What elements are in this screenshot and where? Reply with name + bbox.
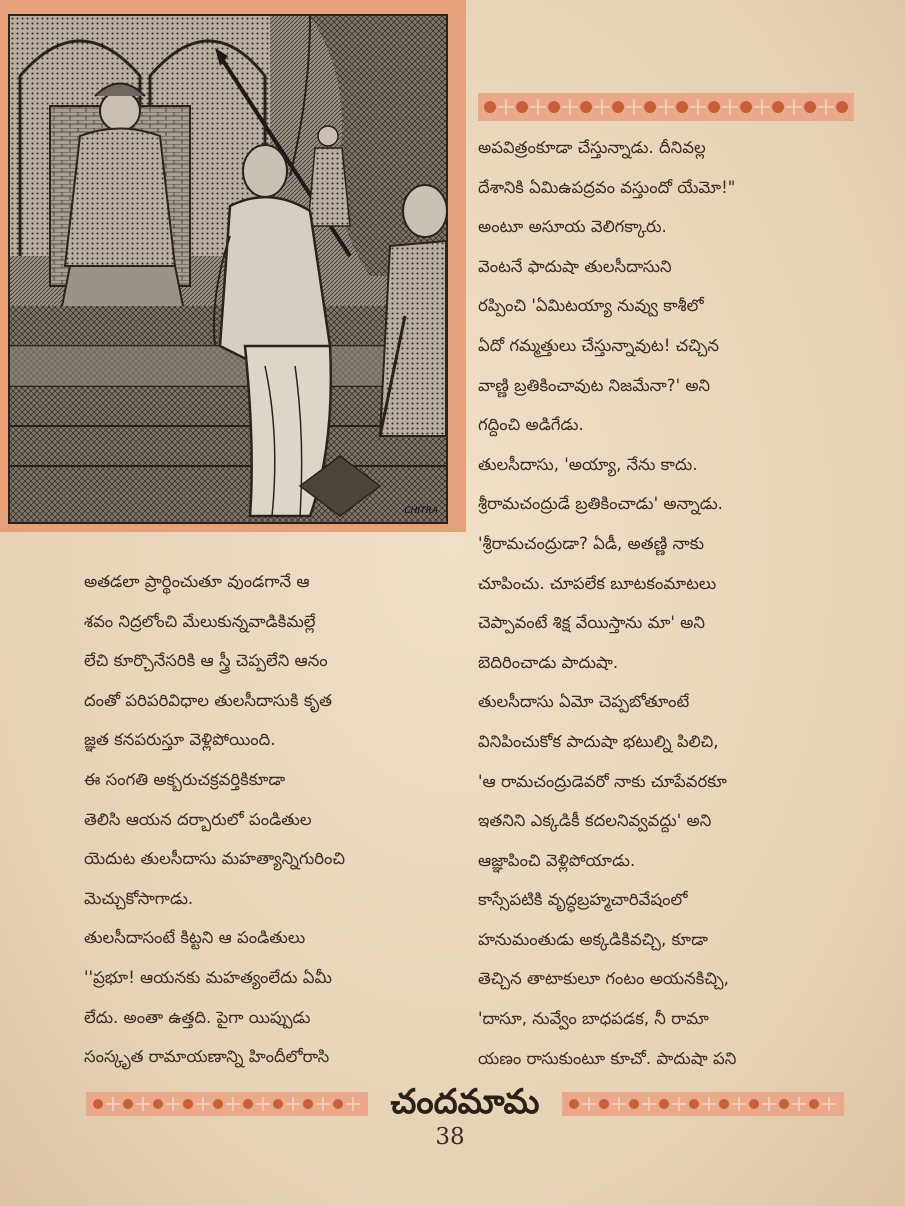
text-line: లేచి కూర్చొనేసరికి ఆ స్త్రీ చెప్పలేని ఆనం <box>84 651 328 671</box>
text-line: అతడలా ప్రార్థించుతూ వుండగానే ఆ <box>84 572 310 591</box>
text-line: ''ప్రభూ! ఆయనకు మహత్యంలేదు ఏమీ <box>84 967 332 987</box>
text-line: వినిపించుకోక పాదుషా భటుల్ని పిలిచి, <box>478 731 719 751</box>
text-line: వెంటనే ఫాదుషా తులసీదాసుని <box>478 256 672 276</box>
text-line: ఆజ్ఞాపించి వెళ్లిపోయాడు. <box>478 850 636 870</box>
left-text-column <box>84 562 464 1077</box>
illustration-drawing <box>10 16 446 522</box>
text-line: తెలిసి ఆయన దర్బారులో పండితుల <box>84 809 312 829</box>
text-line: తులసీదాసు, 'అయ్యా, నేను కాదు. <box>478 454 698 474</box>
text-line: తులసీదాసంటే కిట్టని ఆ పండితులు <box>84 928 306 948</box>
decorative-border-bottom-right <box>562 1092 844 1116</box>
text-line: ఇతనిని ఎక్కడికీ కదలనివ్వవద్దు' అని <box>478 811 712 831</box>
text-line: గద్దించి అడిగేడు. <box>478 415 584 435</box>
text-line: జ్ఞత కనపరుస్తూ వెళ్లిపోయింది. <box>84 730 276 750</box>
floral-border-pattern <box>86 1092 368 1116</box>
text-line: కాస్సేపటికి వృద్ధబ్రహ్మచారివేషంలో <box>478 890 688 910</box>
text-line: 'ఆ రామచంద్రుడెవరో నాకు చూపేవరకూ <box>478 771 727 791</box>
text-line: 'దాసూ, నువ్వేం బాధపడక, నీ రామా <box>478 1009 709 1029</box>
text-line: ఈ సంగతి అక్బరుచక్రవర్తికికూడా <box>84 769 286 789</box>
text-line: యణం రాసుకుంటూ కూచో. పాదుషా పని <box>478 1048 737 1068</box>
text-line: చెప్పావంటే శిక్ష వేయిస్తాను మా' అని <box>478 613 705 633</box>
text-line: అంటూ అసూయ వెలిగక్కారు. <box>478 217 667 237</box>
page-number: 38 <box>435 1124 465 1150</box>
text-line: దంతో పరిపరివిధాల తులసీదాసుకి కృత <box>84 690 332 710</box>
text-line: అపవిత్రంకూడా చేస్తున్నాడు. దీనివల్ల <box>478 138 706 157</box>
right-text-column <box>478 128 858 1078</box>
text-line: 'శ్రీరామచంద్రుడా? ఏడీ, అతణ్ణి నాకు <box>478 533 705 553</box>
court-scene-illustration <box>8 14 448 524</box>
text-line: చూపించు. చూపలేక బూటకంమాటలు <box>478 573 717 593</box>
text-line: తెచ్చిన తాటాకులూ గంటం అయనకిచ్చి, <box>478 969 729 989</box>
illustrator-signature: CHITRA <box>404 506 438 516</box>
text-line: తులసీదాసు ఏమో చెప్పబోతూంటే <box>478 692 690 712</box>
text-line: మెచ్చుకోసాగాడు. <box>84 888 194 908</box>
illustration-frame <box>0 0 466 532</box>
text-line: హనుమంతుడు అక్కడికివచ్చి, కూడా <box>478 929 708 949</box>
decorative-border-top <box>478 93 854 121</box>
text-line: యెదుట తులసీదాసు మహత్యాన్నిగురించి <box>84 849 345 869</box>
decorative-border-bottom-left <box>86 1092 368 1116</box>
text-line: సంస్కృత రామాయణాన్ని హిందీలోరాసి <box>84 1047 330 1067</box>
text-line: శవం నిద్రలోంచి మేలుకున్నవాడికిమల్లే <box>84 611 316 631</box>
text-line: బెదిరించాడు పాదుషా. <box>478 652 619 672</box>
text-line: ఏదో గమ్మత్తులు చేస్తున్నావుట! చచ్చిన <box>478 335 719 355</box>
text-line: వాణ్ణి బ్రతికించావుట నిజమేనా?' అని <box>478 375 711 395</box>
text-line: దేశానికి ఏమిఉపద్రవం వస్తుందో యేమో!" <box>478 177 736 197</box>
text-line: శ్రీరామచంద్రుడే బ్రతికించాడు' అన్నాడు. <box>478 494 723 514</box>
text-line: రప్పించి 'ఏమిటయ్యా నువ్వు కాశీలో <box>478 296 704 316</box>
floral-border-pattern <box>562 1092 844 1116</box>
magazine-title: చందమామ <box>390 1082 540 1122</box>
floral-border-pattern <box>478 93 854 121</box>
text-line: లేదు. అంతా ఉత్తది. పైగా యిప్పుడు <box>84 1007 311 1027</box>
